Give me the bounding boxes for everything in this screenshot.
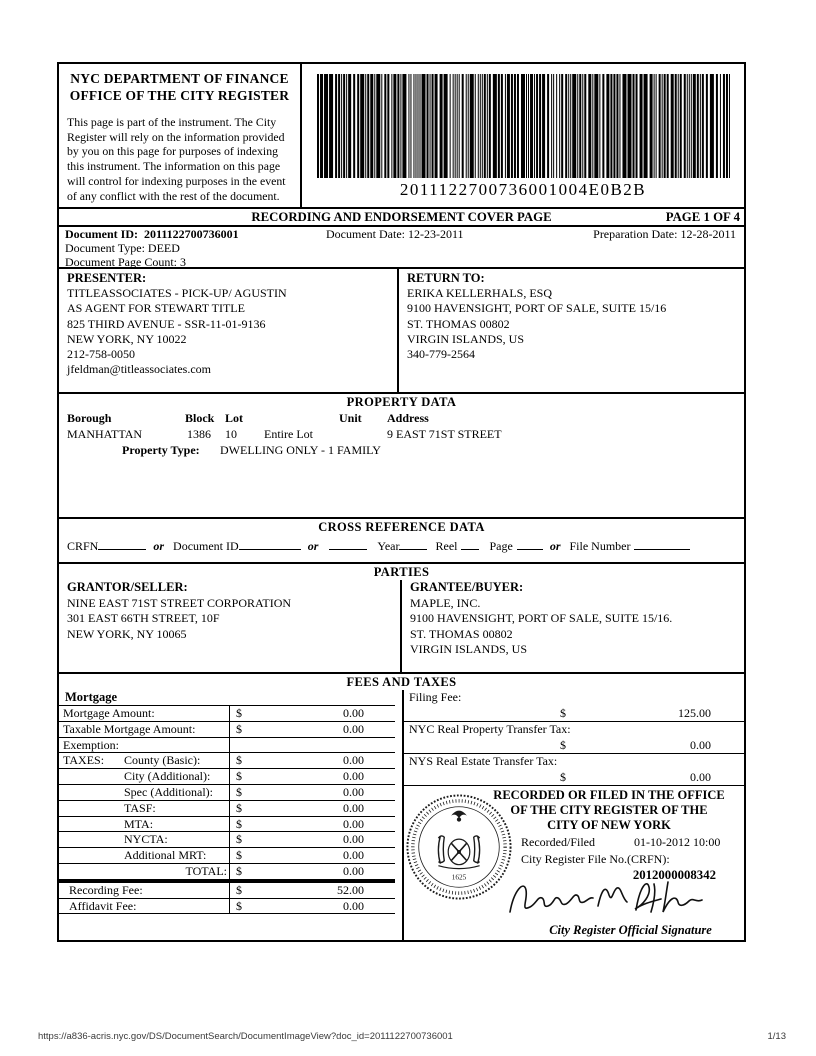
value-lot: 10 [225, 427, 237, 441]
agency-box [59, 64, 302, 207]
agency-title [67, 70, 292, 104]
address-line: 9100 HAVENSIGHT, PORT OF SALE, SUITE 15/16 [407, 301, 667, 316]
property-type-label: Property Type: [122, 443, 200, 457]
col-block: Block [185, 411, 215, 425]
address-line: 9100 HAVENSIGHT, PORT OF SALE, SUITE 15/16. [410, 611, 673, 625]
nys-transfer-tax-amount-row: $ 0.00 [404, 770, 744, 786]
filing-fee-label: Filing Fee: [409, 690, 462, 704]
fee-amount: 0.00 [343, 800, 364, 815]
fee-amount: 0.00 [343, 706, 364, 720]
property-data-heading: PROPERTY DATA [346, 395, 457, 409]
fee-row [59, 832, 395, 848]
nyc-transfer-tax-amount-row: $ 0.00 [404, 738, 744, 754]
cross-reference-heading: CROSS REFERENCE DATA [318, 520, 485, 534]
fee-row [59, 848, 395, 864]
fees-taxes-body [59, 690, 744, 940]
fee-row [59, 801, 395, 817]
barcode-image [317, 74, 734, 178]
fee-currency: $ [236, 706, 242, 720]
page-field-label: Page [489, 539, 513, 553]
reel-field-label: Reel [435, 539, 458, 553]
fees-left-table [59, 690, 395, 914]
print-footer [38, 1031, 786, 1042]
fee-currency: $ [236, 753, 242, 768]
fee-currency: $ [236, 832, 242, 847]
return-to-address [407, 286, 736, 362]
document-info-section [59, 227, 744, 269]
filing-fee-amount: 125.00 [678, 706, 711, 720]
grantee-heading: GRANTEE/BUYER: [410, 580, 524, 594]
page-number-label: PAGE 1 OF 4 [665, 210, 740, 224]
address-line: ERIKA KELLERHALS, ESQ [407, 286, 552, 301]
value-partial-lot: Entire Lot [264, 427, 313, 441]
address-line: TITLEASSOCIATES - PICK-UP/ AGUSTIN [67, 286, 287, 301]
address-line: VIRGIN ISLANDS, US [407, 331, 525, 346]
fee-amount: 52.00 [337, 882, 364, 897]
recorded-filed-box [404, 786, 744, 940]
fee-row [59, 785, 395, 801]
fee-amount: 0.00 [343, 898, 364, 913]
value-block: 1386 [187, 427, 211, 441]
fee-label: Recording Fee: [69, 882, 143, 897]
col-lot: Lot [225, 411, 243, 425]
nyc-transfer-tax-amount: 0.00 [690, 738, 711, 752]
fee-label: Exemption: [63, 737, 119, 752]
fee-amount: 0.00 [343, 848, 364, 863]
page-blank [517, 538, 543, 550]
value-borough: MANHATTAN [67, 427, 143, 441]
fee-row [59, 753, 395, 769]
agency-line-1: NYC DEPARTMENT OF FINANCE [70, 71, 289, 86]
pre-year-blank [329, 538, 367, 550]
address-line: ST. THOMAS 00802 [407, 316, 510, 331]
value-address: 9 EAST 71ST STREET [387, 427, 502, 441]
cover-page-title: RECORDING AND ENDORSEMENT COVER PAGE [251, 210, 552, 224]
fee-currency: $ [236, 769, 242, 784]
file-number-blank [634, 538, 690, 550]
fees-left-column [59, 690, 402, 940]
fee-amount: 0.00 [343, 816, 364, 831]
col-unit: Unit [339, 411, 362, 425]
title-bar [59, 209, 744, 227]
year-field-label: Year [377, 539, 400, 553]
reel-blank [461, 538, 479, 550]
presenter-return-section [59, 269, 744, 394]
signature-caption: City Register Official Signature [549, 923, 712, 937]
property-type-value: DWELLING ONLY - 1 FAMILY [220, 443, 381, 457]
document-id: Document ID: 2011122700736001 [65, 227, 239, 241]
preparation-date: Preparation Date: 12-28-2011 [593, 227, 736, 241]
cross-reference-fields: CRFN or Document ID or Year Reel Page or File Number [59, 538, 744, 554]
docid-field-label: Document ID [173, 539, 239, 553]
grantor-address [67, 596, 392, 643]
fee-label: Affidavit Fee: [69, 898, 137, 913]
fee-amount: 0.00 [343, 832, 364, 847]
recorded-filed-heading: RECORDED OR FILED IN THE OFFICE OF THE CITY REGISTER OF THE CITY OF NEW YORK [493, 788, 725, 832]
barcode-box [302, 64, 744, 207]
fees-taxes-section [59, 674, 744, 940]
fee-currency: $ [236, 848, 242, 863]
document-date: Document Date: 12-23-2011 [326, 227, 464, 241]
fee-currency: $ [236, 800, 242, 815]
barcode-value: 2011122700736001004E0B2B [399, 180, 647, 199]
nys-transfer-tax-amount: 0.00 [690, 770, 711, 784]
fee-row [59, 722, 395, 738]
mortgage-subheading: Mortgage [59, 690, 395, 706]
fee-row [59, 738, 395, 754]
header-section [59, 64, 744, 209]
cross-reference-section [59, 519, 744, 564]
fees-taxes-heading: FEES AND TAXES [346, 675, 457, 689]
recorded-filed-info [521, 834, 721, 868]
fee-amount: 0.00 [343, 784, 364, 799]
address-line: ST. THOMAS 00802 [410, 626, 513, 641]
crfn-value: 2012000008342 [632, 868, 716, 882]
fee-label: MTA: [124, 816, 154, 831]
presenter-address [67, 286, 389, 377]
recorded-filed-datetime: 01-10-2012 10:00 [634, 835, 721, 849]
return-to-heading: RETURN TO: [407, 271, 485, 285]
fee-amount: 0.00 [343, 753, 364, 768]
fee-currency: $ [236, 863, 242, 878]
address-line: NINE EAST 71ST STREET CORPORATION [67, 595, 292, 610]
fee-currency: $ [236, 882, 242, 897]
parties-columns [59, 580, 744, 672]
grantee-address [410, 596, 736, 658]
fee-label: TOTAL: [185, 863, 227, 878]
instrument-notice: This page is part of the instrument. The City Register will rely on the information provided by you on this page for purposes of indexing this instrument. The information on this page will control for indexing purposes in the event of any conflict with the rest of the document. [67, 115, 286, 203]
property-data-section [59, 394, 744, 519]
address-line: NEW YORK, NY 10022 [67, 331, 187, 346]
crfn-label-row: City Register File No.(CRFN): [521, 852, 670, 866]
fee-currency [230, 738, 259, 753]
fee-label: Additional MRT: [124, 848, 207, 863]
crfn-blank [98, 538, 146, 550]
docid-blank [239, 538, 301, 550]
fee-label: County (Basic): [124, 753, 201, 768]
year-blank [399, 538, 427, 550]
address-line: 340-779-2564 [407, 347, 475, 362]
col-address: Address [387, 411, 429, 425]
fee-label: Taxable Mortgage Amount: [63, 721, 196, 736]
fee-currency: $ [236, 721, 242, 736]
fee-label: TASF: [124, 800, 156, 815]
fee-amount: 0.00 [343, 863, 364, 878]
document-type-line: Document Type: DEED [65, 241, 180, 255]
fee-row [59, 769, 395, 785]
parties-heading: PARTIES [373, 565, 430, 579]
grantor-heading: GRANTOR/SELLER: [67, 580, 188, 594]
fees-right-column [402, 690, 744, 940]
fee-currency: $ [236, 784, 242, 799]
nys-transfer-tax-label: NYS Real Estate Transfer Tax: [409, 754, 558, 768]
file-number-field-label: File Number [569, 539, 631, 553]
address-line: NEW YORK, NY 10065 [67, 626, 187, 641]
seal-year: 1625 [451, 872, 467, 882]
fee-amount [259, 738, 395, 753]
recorded-filed-row: Recorded/Filed 01-10-2012 10:00 [521, 835, 721, 849]
return-to-block [399, 269, 744, 392]
fee-label: NYCTA: [124, 832, 168, 847]
filing-fee-amount-row: $ 125.00 [404, 706, 744, 722]
taxes-prefix-label: TAXES: [63, 753, 105, 768]
footer-page-indicator: 1/13 [767, 1031, 786, 1042]
presenter-block [59, 269, 399, 392]
signature-image [504, 872, 709, 922]
presenter-heading: PRESENTER: [67, 271, 147, 285]
fee-amount: 0.00 [343, 769, 364, 784]
address-line: VIRGIN ISLANDS, US [410, 642, 528, 656]
address-line: 825 THIRD AVENUE - SSR-11-01-9136 [67, 316, 266, 331]
address-line: 301 EAST 66TH STREET, 10F [67, 611, 220, 625]
col-borough: Borough [67, 411, 112, 425]
document-id-line [65, 228, 738, 242]
agency-line-2: OFFICE OF THE CITY REGISTER [69, 88, 290, 103]
fee-amount: 0.00 [343, 721, 364, 736]
fee-row [59, 817, 395, 833]
grantor-block [59, 580, 402, 672]
parties-section [59, 564, 744, 674]
fee-row [59, 883, 395, 899]
document-page-count-line: Document Page Count: 3 [65, 254, 186, 269]
fee-currency: $ [236, 816, 242, 831]
fee-label: City (Additional): [124, 769, 211, 784]
nyc-city-seal-icon [405, 793, 513, 901]
address-line: MAPLE, INC. [410, 595, 481, 610]
nyc-transfer-tax-label: NYC Real Property Transfer Tax: [409, 722, 571, 736]
grantee-block [402, 580, 744, 672]
address-line: jfeldman@titleassociates.com [67, 362, 212, 377]
fee-row [59, 706, 395, 722]
address-line: AS AGENT FOR STEWART TITLE [67, 301, 245, 316]
recording-cover-page [57, 62, 746, 942]
fee-label: Mortgage Amount: [63, 706, 155, 720]
fee-row [59, 899, 395, 915]
crfn-field-label: CRFN [67, 539, 99, 553]
fee-label: Spec (Additional): [124, 784, 213, 799]
footer-url: https://a836-acris.nyc.gov/DS/DocumentSearch/DocumentImageView?doc_id=2011122700736001 [38, 1031, 453, 1042]
address-line: 212-758-0050 [67, 347, 135, 362]
fee-row [59, 864, 395, 880]
fee-currency: $ [236, 898, 242, 913]
